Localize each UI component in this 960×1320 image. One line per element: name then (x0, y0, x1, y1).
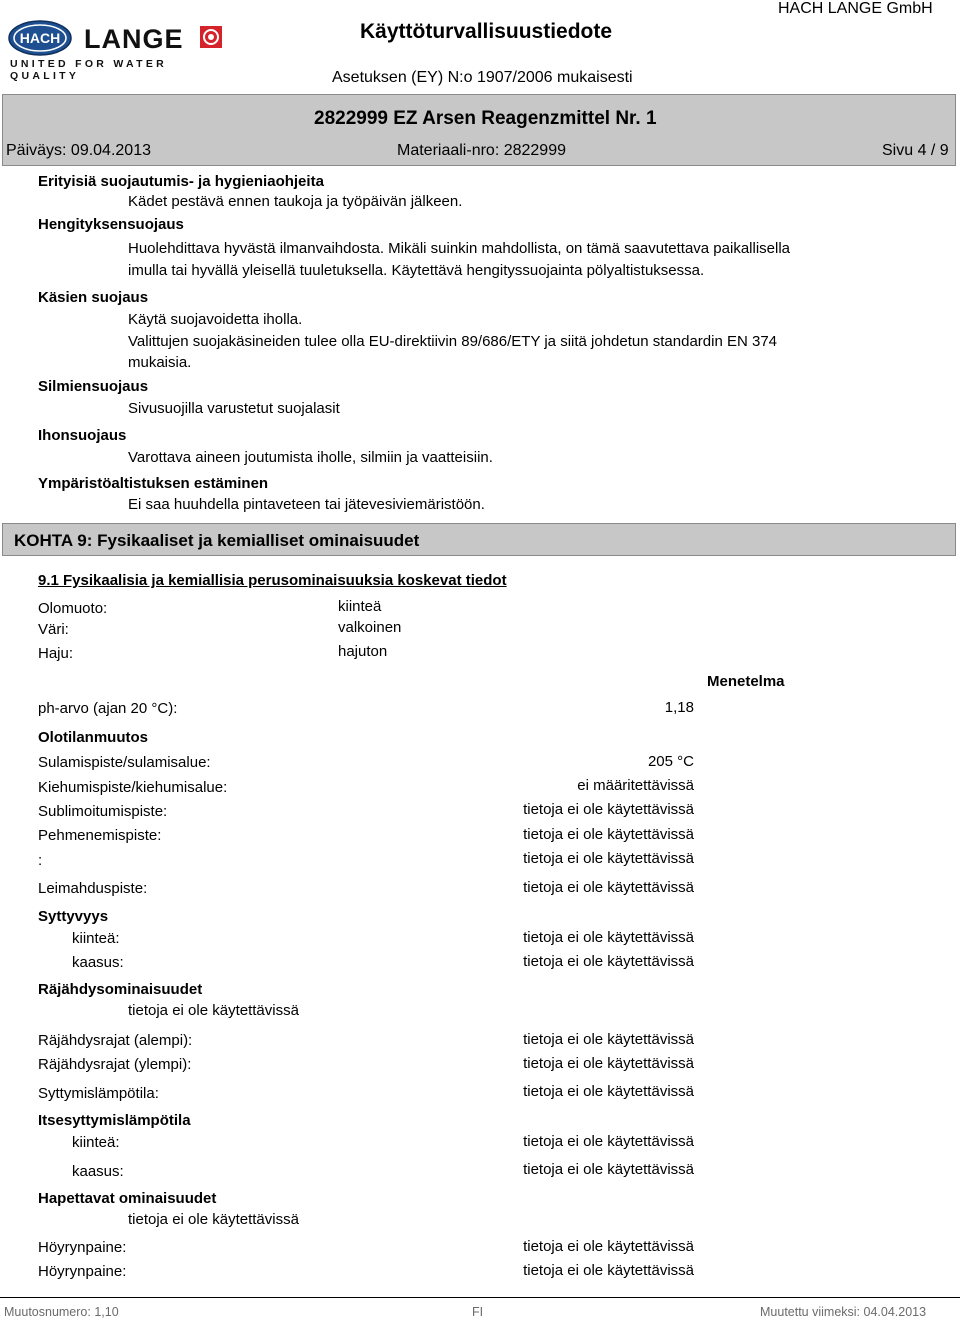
vapour-pressure-value-1: tietoja ei ole käytettävissä (523, 1238, 694, 1255)
explosive-value: tietoja ei ole käytettävissä (128, 1002, 299, 1019)
hygiene-label: Erityisiä suojautumis- ja hygieniaohjeita (38, 173, 324, 190)
issue-date: Päiväys: 09.04.2013 (6, 142, 151, 159)
colour-label: Väri: (38, 621, 69, 638)
form-value: kiinteä (338, 598, 382, 615)
flash-point-label: Leimahduspiste: (38, 880, 148, 897)
brand-mark-icon (200, 26, 222, 48)
flammability-solid-label: kiinteä: (72, 930, 120, 947)
oxidizing-value: tietoja ei ole käytettävissä (128, 1211, 299, 1228)
respiratory-text-2: imulla tai hyvällä yleisellä tuuletuksella. Käytettävä hengityssuojainta pölyaltistuksessa. (128, 262, 705, 279)
unnamed-value: tietoja ei ole käytettävissä (523, 850, 694, 867)
flammability-gas-value: tietoja ei ole käytettävissä (523, 953, 694, 970)
flammability-solid-value: tietoja ei ole käytettävissä (523, 929, 694, 946)
flammability-gas-label: kaasus: (72, 954, 124, 971)
boiling-value: ei määritettävissä (577, 777, 694, 794)
hach-lange-logo (8, 14, 218, 82)
autoignition-gas-label: kaasus: (72, 1163, 124, 1180)
autoignition-solid-label: kiinteä: (72, 1134, 120, 1151)
softening-value: tietoja ei ole käytettävissä (523, 826, 694, 843)
vapour-pressure-label-2: Höyrynpaine: (38, 1263, 127, 1280)
environment-label: Ympäristöaltistuksen estäminen (38, 475, 269, 492)
eye-label: Silmiensuojaus (38, 378, 149, 395)
revision-number: Muutosnumero: 1,10 (4, 1305, 119, 1319)
ignition-label: Syttymislämpötila: (38, 1085, 159, 1102)
melting-label: Sulamispiste/sulamisalue: (38, 754, 211, 771)
softening-label: Pehmenemispiste: (38, 827, 162, 844)
hand-text-3: mukaisia. (128, 354, 192, 371)
hach-logo-icon (8, 20, 72, 56)
vapour-pressure-value-2: tietoja ei ole käytettävissä (523, 1262, 694, 1279)
footer-divider (0, 1297, 960, 1298)
hand-label: Käsien suojaus (38, 289, 149, 306)
skin-label: Ihonsuojaus (38, 427, 127, 444)
odour-value: hajuton (338, 643, 388, 660)
oxidizing-header: Hapettavat ominaisuudet (38, 1190, 217, 1207)
phase-change-header: Olotilanmuutos (38, 729, 148, 746)
respiratory-text-1: Huolehdittava hyvästä ilmanvaihdosta. Mikäli suinkin mahdollista, on tämä saavutettava paikallisella (128, 240, 791, 257)
ignition-value: tietoja ei ole käytettävissä (523, 1083, 694, 1100)
eye-text: Sivusuojilla varustetut suojalasit (128, 400, 340, 417)
product-name: 2822999 EZ Arsen Reagenzmittel Nr. 1 (314, 108, 657, 129)
sublimation-value: tietoja ei ole käytettävissä (523, 801, 694, 818)
autoignition-gas-value: tietoja ei ole käytettävissä (523, 1161, 694, 1178)
hand-text-2: Valittujen suojakäsineiden tulee olla EU-direktiivin 89/686/ETY ja siitä johdetun standardin EN 374 (128, 333, 778, 350)
boiling-label: Kiehumispiste/kiehumisalue: (38, 779, 228, 796)
last-modified: Muutettu viimeksi: 04.04.2013 (760, 1305, 927, 1319)
subsection-9-1-title: 9.1 Fysikaalisia ja kemiallisia perusominaisuuksia koskevat tiedot (38, 572, 507, 589)
ph-value: 1,18 (664, 699, 694, 716)
unnamed-label: : (38, 852, 43, 869)
hand-text-1: Käytä suojavoidetta iholla. (128, 311, 303, 328)
uel-label: Räjähdysrajat (ylempi): (38, 1056, 192, 1073)
brand-tagline: UNITED FOR WATER QUALITY (10, 58, 168, 82)
autoignition-solid-value: tietoja ei ole käytettävissä (523, 1133, 694, 1150)
document-title: Käyttöturvallisuustiedote (360, 20, 613, 43)
flammability-header: Syttyvyys (38, 908, 109, 925)
flash-point-value: tietoja ei ole käytettävissä (523, 879, 694, 896)
method-header: Menetelma (707, 673, 785, 690)
form-label: Olomuoto: (38, 600, 108, 617)
melting-value: 205 °C (647, 753, 694, 770)
regulation-text: Asetuksen (EY) N:o 1907/2006 mukaisesti (332, 69, 633, 86)
skin-text: Varottava aineen joutumista iholle, silmiin ja vaatteisiin. (128, 449, 493, 466)
material-number: Materiaali-nro: 2822999 (397, 142, 566, 159)
hach-logo-text: HACH (19, 30, 61, 46)
colour-value: valkoinen (338, 619, 402, 636)
lel-label: Räjähdysrajat (alempi): (38, 1032, 193, 1049)
brand-name: LANGE (84, 24, 184, 54)
company-name: HACH LANGE GmbH (778, 0, 933, 17)
hygiene-text: Kädet pestävä ennen taukoja ja työpäivän jälkeen. (128, 193, 463, 210)
lel-value: tietoja ei ole käytettävissä (523, 1031, 694, 1048)
vapour-pressure-label-1: Höyrynpaine: (38, 1239, 127, 1256)
respiratory-label: Hengityksensuojaus (38, 216, 184, 233)
explosive-header: Räjähdysominaisuudet (38, 981, 203, 998)
section-9-title: KOHTA 9: Fysikaaliset ja kemialliset ominaisuudet (14, 531, 420, 550)
page-number: Sivu 4 / 9 (882, 142, 949, 159)
uel-value: tietoja ei ole käytettävissä (523, 1055, 694, 1072)
sublimation-label: Sublimoitumispiste: (38, 803, 168, 820)
ph-label: ph-arvo (ajan 20 °C): (38, 700, 178, 717)
odour-label: Haju: (38, 645, 74, 662)
environment-text: Ei saa huuhdella pintaveteen tai jätevesiviemäristöön. (128, 496, 485, 513)
autoignition-header: Itsesyttymislämpötila (38, 1112, 191, 1129)
language-code: FI (472, 1305, 484, 1319)
